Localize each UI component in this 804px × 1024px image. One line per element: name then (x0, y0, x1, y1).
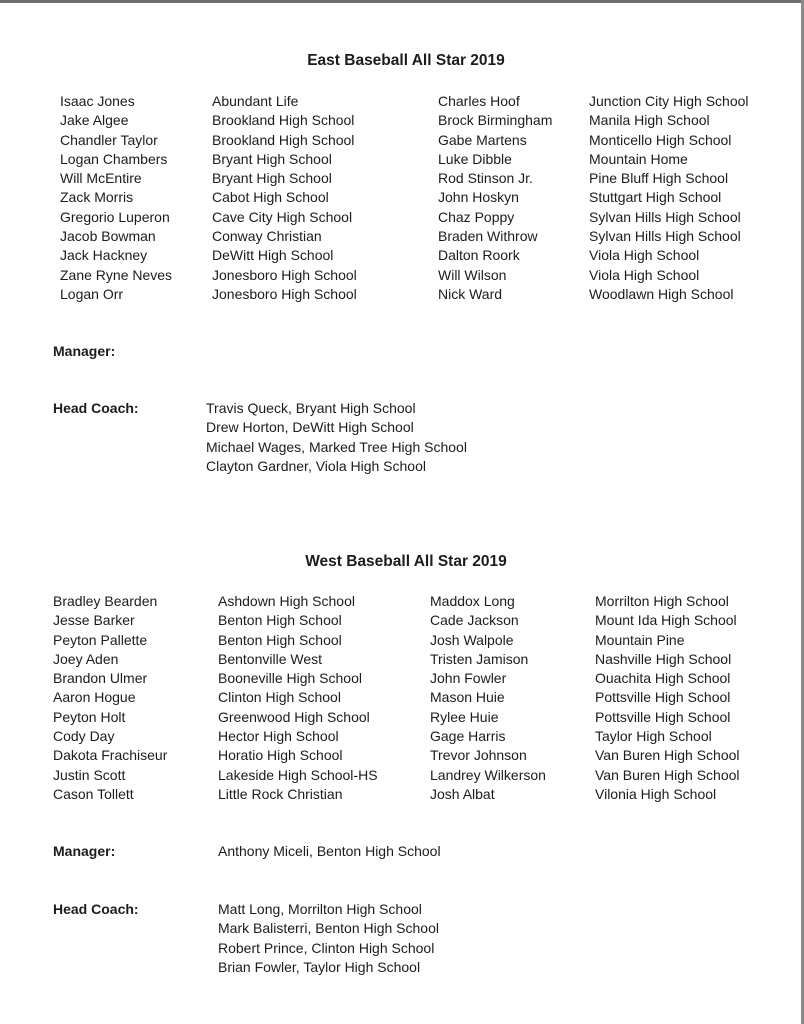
page-edge-top (0, 0, 804, 3)
west-school: Benton High School (218, 631, 342, 648)
east-coach-list (206, 399, 467, 476)
east-player: Logan Orr (60, 285, 124, 302)
west-school: Pottsville High School (595, 689, 731, 706)
east-school: Viola High School (589, 247, 700, 264)
west-player: Landrey Wilkerson (430, 766, 546, 783)
east-school: Sylvan Hills High School (589, 208, 741, 225)
west-player: Justin Scott (53, 766, 126, 783)
east-school: Sylvan Hills High School (589, 228, 741, 245)
west-school: Hector High School (218, 728, 339, 745)
east-school: DeWitt High School (212, 247, 334, 264)
west-manager-label: Manager: (53, 843, 116, 859)
east-player: Gabe Martens (438, 131, 527, 148)
west-school: Morrilton High School (595, 593, 729, 609)
west-coach: Mark Balisterri, Benton High School (218, 920, 439, 937)
east-coach: Michael Wages, Marked Tree High School (206, 438, 467, 455)
west-school: Horatio High School (218, 747, 343, 764)
east-head-coach-label: Head Coach: (53, 400, 139, 416)
west-school: Mount Ida High School (595, 612, 737, 629)
west-player: John Fowler (430, 670, 507, 687)
west-players-left (53, 592, 167, 804)
east-player: Will McEntire (60, 170, 142, 187)
west-school: Clinton High School (218, 689, 341, 706)
west-player: Tristen Jamison (430, 650, 529, 667)
east-school: Cave City High School (212, 208, 353, 225)
east-school: Mountain Home (589, 150, 688, 167)
west-player: Bradley Bearden (53, 593, 158, 609)
east-players-right (438, 92, 552, 304)
west-schools-left (218, 592, 378, 804)
east-players-left (60, 92, 172, 304)
west-school: Lakeside High School-HS (218, 766, 378, 783)
east-player: Chandler Taylor (60, 131, 158, 148)
east-school: Manila High School (589, 112, 710, 129)
west-players-right (430, 592, 546, 804)
east-player: Dalton Roork (438, 247, 520, 264)
west-school: Vilonia High School (595, 785, 717, 802)
east-player: Jack Hackney (60, 247, 148, 264)
west-manager-name: Anthony Miceli, Benton High School (218, 843, 441, 859)
west-school: Ashdown High School (218, 593, 355, 609)
east-school: Bryant High School (212, 150, 332, 167)
east-school: Monticello High School (589, 131, 732, 148)
east-player: Chaz Poppy (438, 208, 515, 225)
west-player: Peyton Holt (53, 708, 126, 725)
west-school: Nashville High School (595, 650, 732, 667)
west-player: Cade Jackson (430, 612, 519, 629)
east-schools-left (212, 92, 357, 304)
east-coach: Drew Horton, DeWitt High School (206, 419, 414, 436)
east-player: John Hoskyn (438, 189, 519, 206)
east-player: Zack Morris (60, 189, 134, 206)
east-coach: Travis Queck, Bryant High School (206, 400, 416, 416)
west-player: Josh Walpole (430, 631, 514, 648)
east-school: Conway Christian (212, 228, 322, 245)
west-player: Joey Aden (53, 650, 119, 667)
west-title: West Baseball All Star 2019 (305, 553, 507, 570)
west-player: Brandon Ulmer (53, 670, 148, 687)
west-player: Maddox Long (430, 593, 515, 609)
west-school: Ouachita High School (595, 670, 731, 687)
east-school: Woodlawn High School (589, 285, 734, 302)
east-manager-label: Manager: (53, 343, 116, 359)
west-school: Van Buren High School (595, 766, 740, 783)
west-player: Cody Day (53, 728, 115, 745)
east-school: Stuttgart High School (589, 189, 722, 206)
west-coach-list (218, 900, 439, 977)
east-school: Abundant Life (212, 93, 299, 109)
west-coach: Robert Prince, Clinton High School (218, 939, 435, 956)
west-player: Aaron Hogue (53, 689, 136, 706)
west-school: Mountain Pine (595, 631, 685, 648)
east-player: Nick Ward (438, 285, 503, 302)
east-school: Pine Bluff High School (589, 170, 729, 187)
west-coach: Matt Long, Morrilton High School (218, 901, 422, 917)
east-player: Zane Ryne Neves (60, 266, 173, 283)
east-school: Junction City High School (589, 93, 749, 109)
west-school: Bentonville West (218, 650, 323, 667)
east-school: Bryant High School (212, 170, 332, 187)
east-player: Jake Algee (60, 112, 129, 129)
east-player: Luke Dibble (438, 150, 512, 167)
west-player: Dakota Frachiseur (53, 747, 168, 764)
east-title: East Baseball All Star 2019 (307, 52, 505, 69)
west-school: Benton High School (218, 612, 342, 629)
west-head-coach-label: Head Coach: (53, 901, 139, 917)
west-player: Rylee Huie (430, 708, 499, 725)
east-school: Jonesboro High School (212, 266, 357, 283)
east-coach: Clayton Gardner, Viola High School (206, 457, 426, 474)
west-player: Trevor Johnson (430, 747, 527, 764)
west-school: Van Buren High School (595, 747, 740, 764)
west-school: Taylor High School (595, 728, 712, 745)
west-school: Little Rock Christian (218, 785, 343, 802)
west-school: Pottsville High School (595, 708, 731, 725)
east-school: Brookland High School (212, 131, 355, 148)
east-player: Rod Stinson Jr. (438, 170, 533, 187)
east-player: Jacob Bowman (60, 228, 156, 245)
west-player: Jesse Barker (53, 612, 135, 629)
west-player: Mason Huie (430, 689, 505, 706)
west-school: Booneville High School (218, 670, 362, 687)
west-school: Greenwood High School (218, 708, 370, 725)
east-player: Brock Birmingham (438, 112, 553, 129)
east-player: Logan Chambers (60, 150, 168, 167)
east-school: Jonesboro High School (212, 285, 357, 302)
east-player: Braden Withrow (438, 228, 538, 245)
east-player: Will Wilson (438, 266, 507, 283)
east-school: Cabot High School (212, 189, 329, 206)
east-school: Viola High School (589, 266, 700, 283)
west-schools-right (595, 592, 740, 804)
west-player: Peyton Pallette (53, 631, 148, 648)
west-coach: Brian Fowler, Taylor High School (218, 958, 421, 975)
west-player: Gage Harris (430, 728, 506, 745)
west-player: Josh Albat (430, 785, 495, 802)
east-schools-right (589, 92, 749, 304)
east-player: Charles Hoof (438, 93, 520, 109)
east-player: Isaac Jones (60, 93, 135, 109)
east-school: Brookland High School (212, 112, 355, 129)
east-player: Gregorio Luperon (60, 208, 170, 225)
west-player: Cason Tollett (53, 785, 134, 802)
